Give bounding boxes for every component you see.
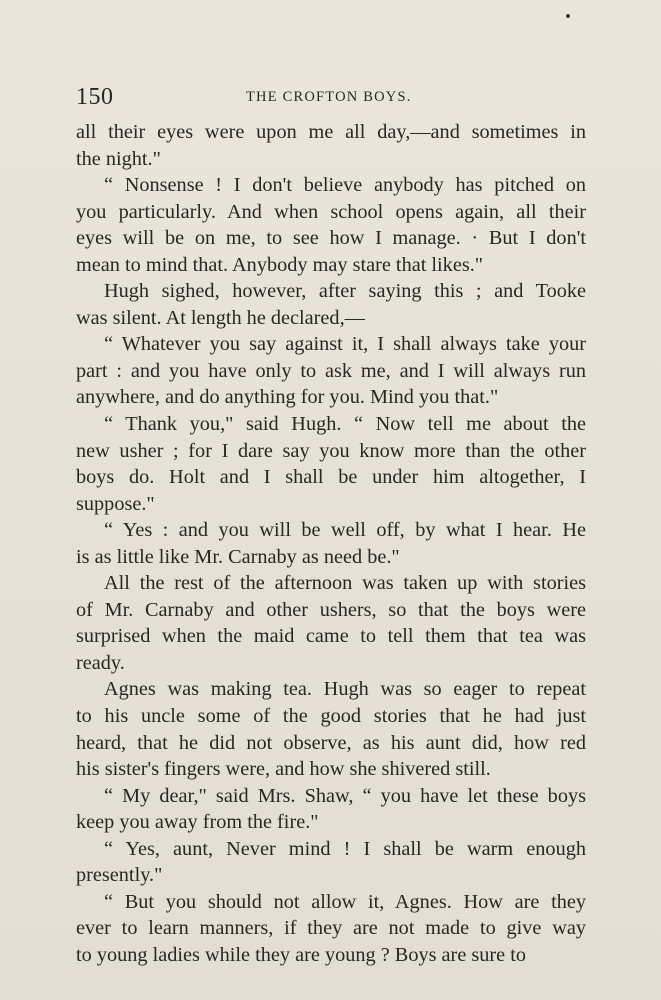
line-text: surprised when the maid came to tell them that tea was [76, 625, 586, 648]
text-line [76, 146, 586, 173]
paragraph [76, 783, 586, 836]
line-text: all their eyes were upon me all day,—and sometimes in [76, 121, 586, 143]
line-text: “ Thank you," said Hugh. “ Now tell me about the [104, 413, 586, 436]
text-line [76, 305, 586, 332]
body-text [76, 119, 586, 969]
line-text: “ But you should not allow it, Agnes. How are they [104, 890, 586, 913]
line-text: “ Nonsense ! I don't believe anybody has pitched on [104, 174, 586, 197]
text-line [76, 597, 586, 624]
paragraph [76, 331, 586, 411]
line-text: “ Yes, aunt, Never mind ! I shall be warm enough [104, 837, 586, 860]
line-text: is as little like Mr. Carnaby as need be." [76, 545, 400, 568]
page-number: 150 [76, 84, 114, 110]
line-text: the night." [76, 147, 161, 170]
paragraph [76, 676, 586, 782]
text-line [76, 491, 586, 518]
text-line [76, 862, 586, 889]
text-line [76, 756, 586, 783]
text-line [76, 199, 586, 226]
paragraph [76, 517, 586, 570]
text-line [76, 676, 586, 703]
line-text: Hugh sighed, however, after saying this ; and Tooke [104, 280, 586, 303]
paragraph [76, 172, 586, 278]
line-text: to young ladies while they are young ? Boys are sure to [76, 943, 527, 966]
line-text: keep you away from the fire." [76, 811, 319, 834]
line-text: suppose." [76, 492, 155, 515]
text-line [76, 225, 586, 252]
text-line [76, 411, 586, 438]
paragraph [76, 570, 586, 676]
text-line [76, 809, 586, 836]
text-line [76, 517, 586, 544]
text-line [76, 915, 586, 942]
line-text: ready. [76, 651, 125, 674]
line-text: new usher ; for I dare say you know more than the other [76, 439, 586, 462]
paragraph [76, 411, 586, 517]
text-line [76, 384, 586, 411]
line-text: heard, that he did not observe, as his aunt did, how red [76, 731, 586, 754]
text-line [76, 358, 586, 385]
line-text: was silent. At length he declared,— [76, 306, 365, 329]
text-line [76, 942, 586, 969]
line-text: “ Yes : and you will be well off, by what I hear. He [104, 519, 586, 542]
line-text: part : and you have only to ask me, and I will always run [76, 359, 586, 382]
text-line [76, 703, 586, 730]
line-text: “ My dear," said Mrs. Shaw, “ you have let these boys [104, 784, 586, 807]
line-text: his sister's fingers were, and how she shivered still. [76, 758, 491, 781]
text-line [76, 544, 586, 571]
line-text: All the rest of the afternoon was taken up with stories [104, 572, 586, 595]
text-line [76, 730, 586, 757]
text-line [76, 172, 586, 199]
paragraph [76, 836, 586, 889]
line-text: Agnes was making tea. Hugh was so eager to repeat [104, 678, 586, 701]
line-text: to his uncle some of the good stories that he had just [76, 705, 586, 728]
text-line [76, 252, 586, 279]
text-line [76, 836, 586, 863]
text-line [76, 783, 586, 810]
line-text: presently." [76, 864, 163, 887]
ink-speck [566, 14, 570, 18]
line-text: mean to mind that. Anybody may stare that likes." [76, 253, 484, 276]
line-text: you particularly. And when school opens again, all their [76, 200, 586, 223]
line-text: “ Whatever you say against it, I shall always take your [104, 333, 586, 356]
page-header [76, 84, 588, 110]
text-line [76, 623, 586, 650]
text-line [76, 464, 586, 491]
text-line [76, 438, 586, 465]
text-line [76, 278, 586, 305]
paragraph [76, 278, 586, 331]
paragraph [76, 889, 586, 969]
text-line [76, 119, 586, 146]
running-title: THE CROFTON BOYS. [246, 89, 412, 105]
line-text: ever to learn manners, if they are not made to give way [76, 917, 586, 940]
text-line [76, 889, 586, 916]
line-text: boys do. Holt and I shall be under him altogether, I [76, 466, 586, 489]
text-line [76, 331, 586, 358]
line-text: eyes will be on me, to see how I manage. · But I don't [76, 227, 586, 250]
line-text: anywhere, and do anything for you. Mind you that." [76, 386, 499, 409]
paragraph [76, 119, 586, 172]
text-line [76, 650, 586, 677]
line-text: of Mr. Carnaby and other ushers, so that the boys were [76, 598, 586, 621]
text-line [76, 570, 586, 597]
